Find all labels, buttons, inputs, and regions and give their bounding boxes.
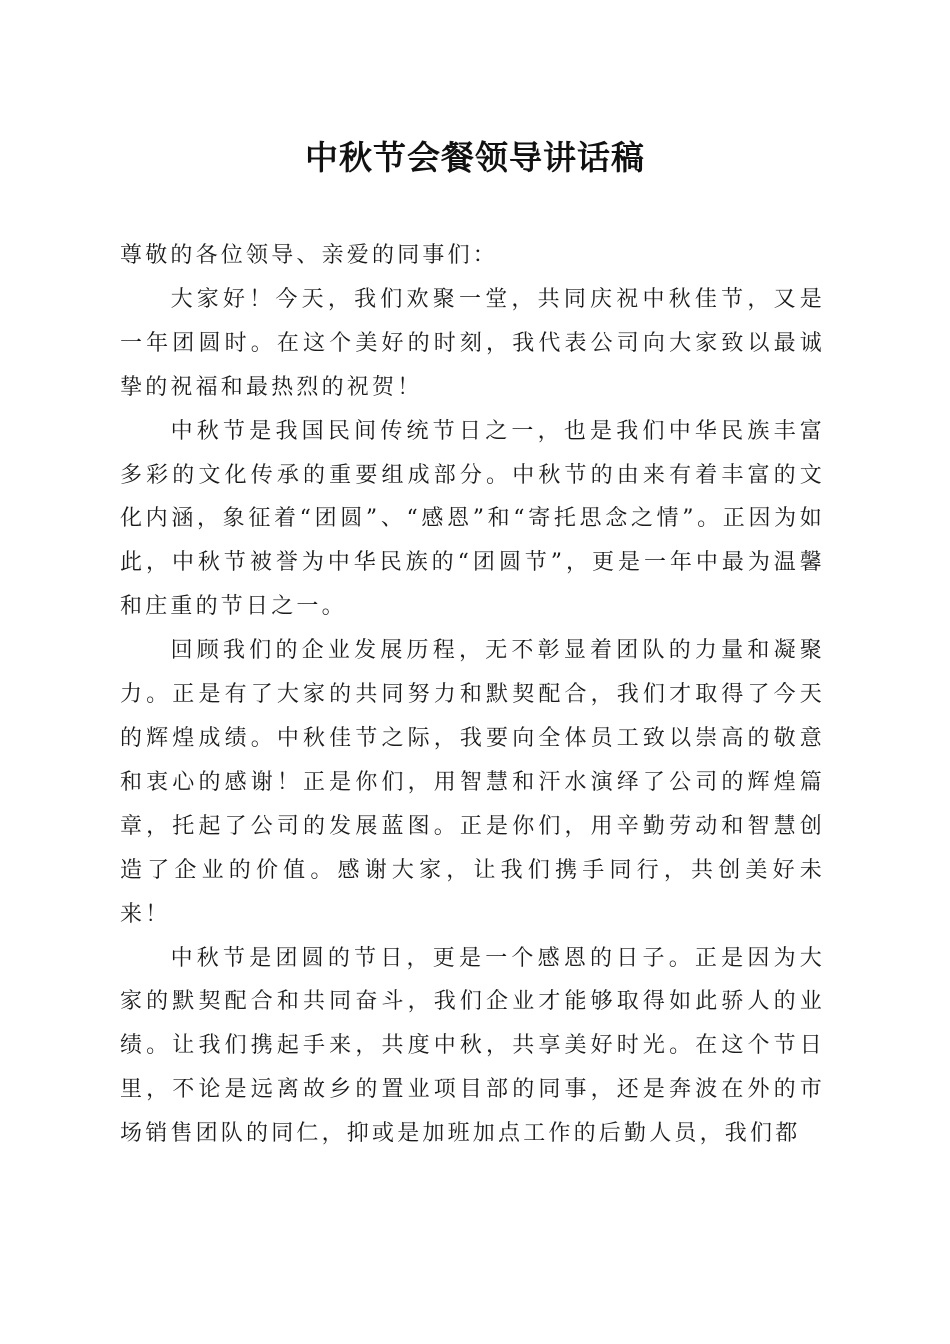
paragraph-festival-meaning: 中秋节是我国民间传统节日之一，也是我们中华民族丰富多彩的文化传承的重要组成部分。中秋节的由来有着丰富的文化内涵，象征着“团圆”、“感恩”和“寄托思念之情”。正因为如此，中秋节被誉为中华民族的“团圆节”，更是一年中最为温馨和庄重的节日之一。 <box>120 418 825 620</box>
document-body <box>120 234 825 1156</box>
document-title: 中秋节会餐领导讲话稿 <box>305 138 645 177</box>
paragraph-reunion: 中秋节是团圆的节日，更是一个感恩的日子。正是因为大家的默契配合和共同奋斗，我们企业才能够取得如此骄人的业绩。让我们携起手来，共度中秋，共享美好时光。在这个节日里，不论是远离故乡的置业项目部的同事，还是奔波在外的市场销售团队的同仁，抑或是加班加点工作的后勤人员，我们都 <box>120 945 825 1147</box>
paragraph-greeting: 大家好！今天，我们欢聚一堂，共同庆祝中秋佳节，又是一年团圆时。在这个美好的时刻，我代表公司向大家致以最诚挚的祝福和最热烈的祝贺！ <box>120 286 825 400</box>
paragraph-company-gratitude: 回顾我们的企业发展历程，无不彰显着团队的力量和凝聚力。正是有了大家的共同努力和默契配合，我们才取得了今天的辉煌成绩。中秋佳节之际，我要向全体员工致以崇高的敬意和衷心的感谢！正是你们，用智慧和汗水演绎了公司的辉煌篇章，托起了公司的发展蓝图。正是你们，用辛勤劳动和智慧创造了企业的价值。感谢大家，让我们携手同行，共创美好未来！ <box>120 638 825 927</box>
salutation: 尊敬的各位领导、亲爱的同事们： <box>120 243 499 268</box>
